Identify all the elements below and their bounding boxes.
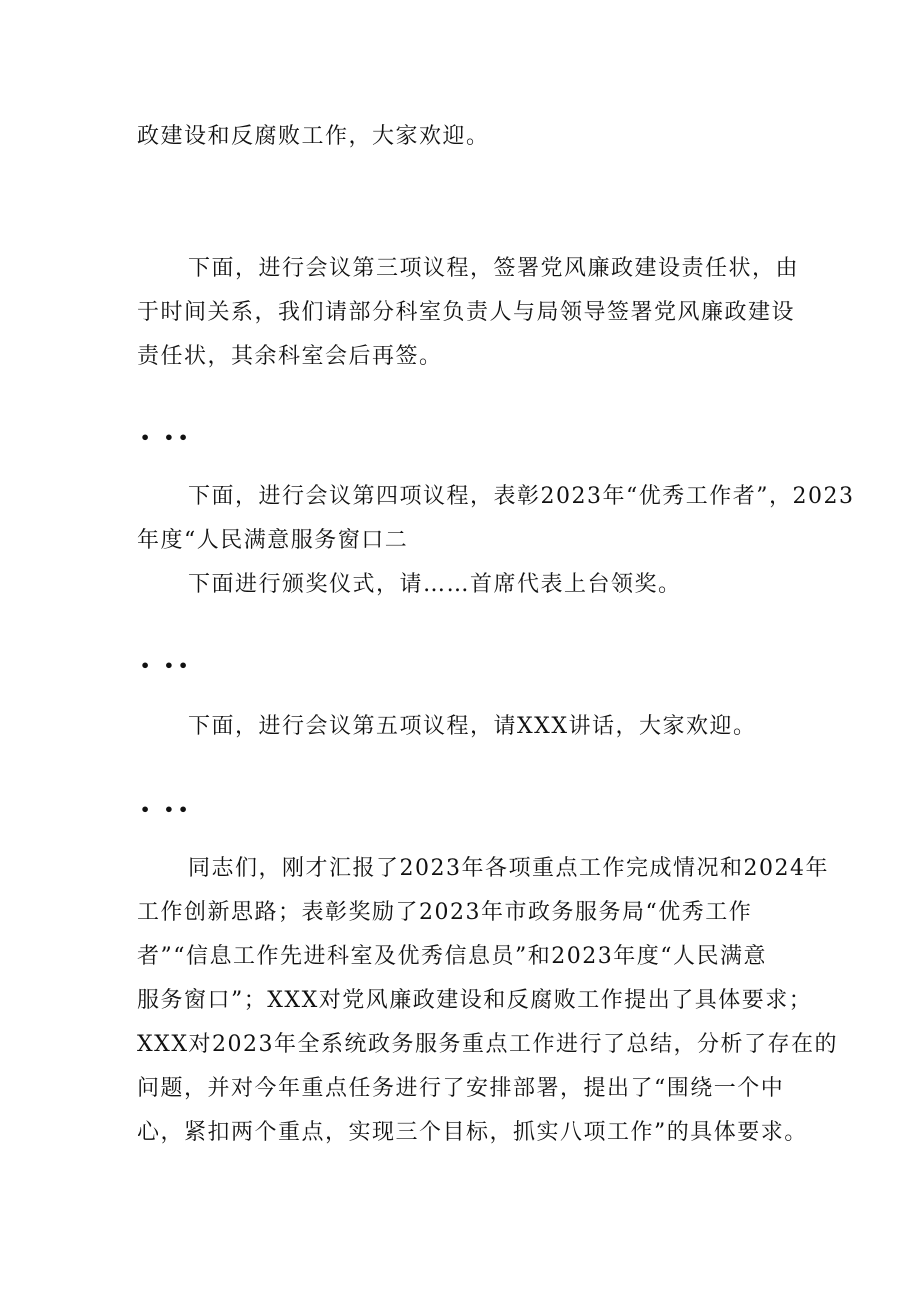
paragraph-line: 服务窗口”；XXX对党风廉政建设和反腐败工作提出了具体要求； <box>137 988 813 1013</box>
separator-dots: • •• <box>140 428 193 447</box>
paragraph-line: 心，紧扣两个重点，实现三个目标，抓实八项工作”的具体要求。 <box>137 1120 808 1145</box>
paragraph-line: 于时间关系，我们请部分科室负责人与局领导签署党风廉政建设 <box>137 300 796 325</box>
paragraph-line: 下面，进行会议第四项议程，表彰2023年“优秀工作者”，2023 <box>188 484 855 509</box>
paragraph-line: 问题，并对今年重点任务进行了安排部署，提出了“围绕一个中 <box>137 1076 785 1101</box>
separator-dots: • •• <box>140 656 193 675</box>
paragraph-line: 下面进行颁奖仪式，请……首席代表上台领奖。 <box>188 572 682 597</box>
paragraph-line: 工作创新思路；表彰奖励了2023年市政务服务局“优秀工作 <box>137 900 753 925</box>
paragraph-line: 年度“人民满意服务窗口二 <box>137 528 409 553</box>
paragraph-line: 同志们，刚才汇报了2023年各项重点工作完成情况和2024年 <box>188 856 829 881</box>
paragraph-line: 者”“信息工作先进科室及优秀信息员”和2023年度“人民满意 <box>137 944 767 969</box>
paragraph-line: XXX对2023年全系统政务服务重点工作进行了总结，分析了存在的 <box>137 1032 838 1057</box>
paragraph-line: 政建设和反腐败工作，大家欢迎。 <box>137 124 490 149</box>
paragraph-line: 下面，进行会议第五项议程，请XXX讲话，大家欢迎。 <box>188 714 757 739</box>
paragraph-line: 责任状，其余科室会后再签。 <box>137 344 443 369</box>
separator-dots: • •• <box>140 800 193 819</box>
paragraph-line: 下面，进行会议第三项议程，签署党风廉政建设责任状，由 <box>188 256 800 281</box>
